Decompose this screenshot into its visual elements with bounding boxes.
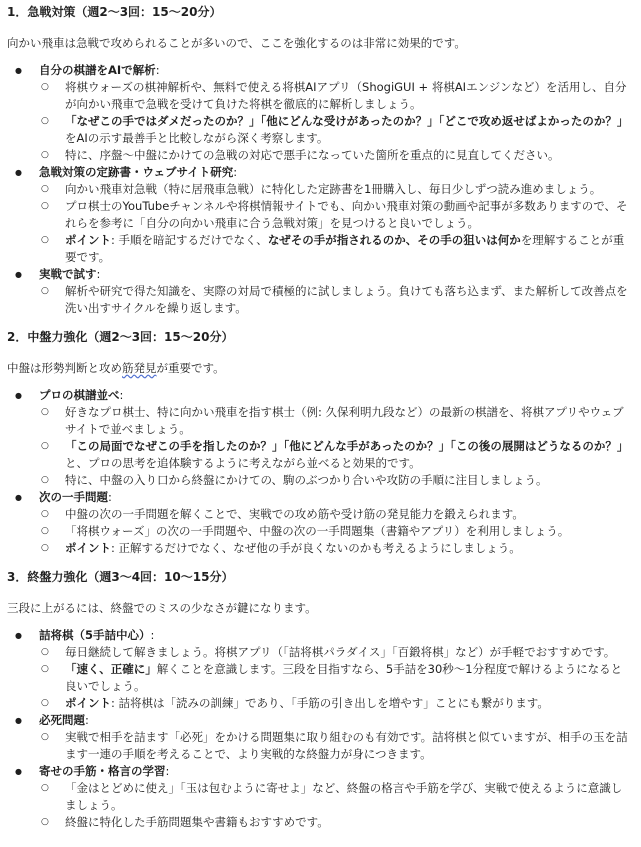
body-text: と、プロの思考を追体験するように考えながら並べると効果的です。 bbox=[65, 456, 421, 470]
item-heading: 寄せの手筋・格言の学習 bbox=[39, 764, 166, 778]
item-heading: 自分の棋譜をAIで解析 bbox=[39, 63, 156, 77]
item-heading: 実戦で試す bbox=[39, 267, 97, 281]
section-3-title: 3．終盤力強化（週3〜4回：10〜15分） bbox=[7, 570, 234, 584]
sub-item: ○ 中盤の次の一手問題を解くことで、実戦での攻め筋や受け筋の発見能力を鍛えられます。 bbox=[39, 506, 633, 523]
item-heading-colon: : bbox=[119, 388, 124, 402]
sub-item bbox=[39, 438, 633, 472]
sub-list bbox=[39, 729, 633, 763]
section-1-intro: 向かい飛車は急戦で攻められることが多いので、ここを強化するのは非常に効果的です。 bbox=[7, 36, 466, 50]
body-text: : 詰将棋は「読みの訓練」であり、「手筋の引き出しを増やす」ことにも繋がります。 bbox=[111, 696, 549, 710]
list-item bbox=[7, 763, 633, 831]
item-heading: 次の一手問題 bbox=[39, 490, 108, 504]
sub-list bbox=[39, 181, 633, 266]
sub-item: ○ 向かい飛車対急戦（特に居飛車急戦）に特化した定跡書を1冊購入し、毎日少しずつ読み進めましょう。 bbox=[39, 181, 633, 198]
item-heading: 詰将棋（5手詰中心） bbox=[39, 628, 151, 642]
sub-list bbox=[39, 283, 633, 317]
item-heading: 必死問題 bbox=[39, 713, 85, 727]
sub-item bbox=[39, 695, 633, 712]
body-text: をAIの示す最善手と比較しながら深く考察します。 bbox=[65, 131, 329, 145]
sub-item: ○ プロ棋士のYouTubeチャンネルや将棋情報サイトでも、向かい飛車対策の動画や記事が多数ありますので、それらを参考に「自分の向かい飛車に合う急戦対策」を見つけると良いでしょう。 bbox=[39, 198, 633, 232]
list-item bbox=[7, 266, 633, 317]
section-3-list bbox=[7, 627, 633, 831]
body-text: を理解することが重要です。 bbox=[65, 233, 625, 264]
point-label: ポイント bbox=[65, 696, 111, 710]
item-heading-colon: : bbox=[96, 267, 101, 281]
sub-item bbox=[39, 232, 633, 266]
bold-text: 「速く、正確に」 bbox=[65, 662, 157, 676]
sub-item: ○ 特に、中盤の入り口から終盤にかけての、駒のぶつかり合いや攻防の手順に注目しましょう。 bbox=[39, 472, 633, 489]
list-item bbox=[7, 164, 633, 266]
section-2-list bbox=[7, 387, 633, 557]
point-label: ポイント bbox=[65, 233, 111, 247]
sub-item: ○ 終盤に特化した手筋問題集や書籍もおすすめです。 bbox=[39, 814, 633, 831]
item-heading-colon: : bbox=[155, 63, 160, 77]
list-item bbox=[7, 62, 633, 164]
bold-text: 「この局面でなぜこの手を指したのか？」「他にどんな手があったのか？」「この後の展開はどうなるのか？」 bbox=[65, 439, 629, 453]
item-heading-colon: : bbox=[108, 490, 112, 504]
body-text: 中盤は形勢判断と攻め bbox=[7, 361, 122, 375]
item-heading-colon: : bbox=[165, 764, 170, 778]
point-label: ポイント bbox=[65, 541, 111, 555]
body-text: が重要です。 bbox=[156, 361, 225, 375]
sub-item bbox=[39, 113, 633, 147]
sub-list bbox=[39, 506, 633, 557]
section-2-intro bbox=[7, 360, 633, 377]
sub-item: ○ 「将棋ウォーズ」の次の一手問題や、中盤の次の一手問題集（書籍やアプリ）を利用しましょう。 bbox=[39, 523, 633, 540]
section-3-intro: 三段に上がるには、終盤でのミスの少なさが鍵になります。 bbox=[7, 601, 317, 615]
sub-item: ○ 特に、序盤〜中盤にかけての急戦の対応で悪手になっていた箇所を重点的に見直してください。 bbox=[39, 147, 633, 164]
sub-list bbox=[39, 644, 633, 712]
section-1-title: 1．急戦対策（週2〜3回：15〜20分） bbox=[7, 5, 222, 19]
item-heading: 急戦対策の定跡書・ウェブサイト研究 bbox=[39, 165, 234, 179]
list-item bbox=[7, 387, 633, 489]
item-heading-colon: : bbox=[85, 713, 89, 727]
sub-item: ○ 実戦で相手を詰ます「必死」をかける問題集に取り組むのも有効です。詰将棋と似ていますが、相手の玉を詰ます一連の手順を考えることで、より実戦的な終盤力が身につきます。 bbox=[39, 729, 633, 763]
bold-text: なぜその手が指されるのか、その手の狙いは何か bbox=[267, 233, 521, 247]
sub-item bbox=[39, 661, 633, 695]
sub-item: ○ 毎日継続して解きましょう。将棋アプリ（「詰将棋パラダイス」「百鍛将棋」など）が手軽でおすすめです。 bbox=[39, 644, 633, 661]
body-text: : 正解するだけでなく、なぜ他の手が良くないのかも考えるようにしましょう。 bbox=[111, 541, 521, 555]
item-heading: プロの棋譜並べ bbox=[39, 388, 120, 402]
sub-list bbox=[39, 780, 633, 831]
sub-item: ○ 「金はとどめに使え」「玉は包むように寄せよ」など、終盤の格言や手筋を学び、実戦で使えるように意識しましょう。 bbox=[39, 780, 633, 814]
list-item bbox=[7, 712, 633, 763]
spellcheck-underline-text: 筋発見 bbox=[122, 361, 157, 375]
bold-text: 「なぜこの手ではダメだったのか？」「他にどんな受けがあったのか？」「どこで攻め返せばよかったのか？」 bbox=[65, 114, 629, 128]
list-item bbox=[7, 489, 633, 557]
sub-item bbox=[39, 540, 633, 557]
sub-item: ○ 解析や研究で得た知識を、実際の対局で積極的に試しましょう。負けても落ち込まず、また解析して改善点を洗い出すサイクルを繰り返します。 bbox=[39, 283, 633, 317]
sub-list bbox=[39, 404, 633, 489]
sub-item: ○ 好きなプロ棋士、特に向かい飛車を指す棋士（例: 久保利明九段など）の最新の棋譜を、将棋アプリやウェブサイトで並べましょう。 bbox=[39, 404, 633, 438]
item-heading-colon: : bbox=[150, 628, 155, 642]
body-text: 解くことを意識します。三段を目指すなら、5手詰を30秒〜1分程度で解けるようになると良いでしょう。 bbox=[65, 662, 623, 693]
section-2-title: 2．中盤力強化（週2〜3回：15〜20分） bbox=[7, 330, 234, 344]
item-heading-colon: : bbox=[233, 165, 238, 179]
section-1-list bbox=[7, 62, 633, 317]
sub-list bbox=[39, 79, 633, 164]
body-text: : 手順を暗記するだけでなく、 bbox=[111, 233, 268, 247]
sub-item: ○ 将棋ウォーズの棋神解析や、無料で使える将棋AIアプリ（ShogiGUI + 将棋AIエンジンなど）を活用し、自分が向かい飛車で急戦を受けて負けた将棋を徹底的に解析しましょう。 bbox=[39, 79, 633, 113]
list-item bbox=[7, 627, 633, 712]
